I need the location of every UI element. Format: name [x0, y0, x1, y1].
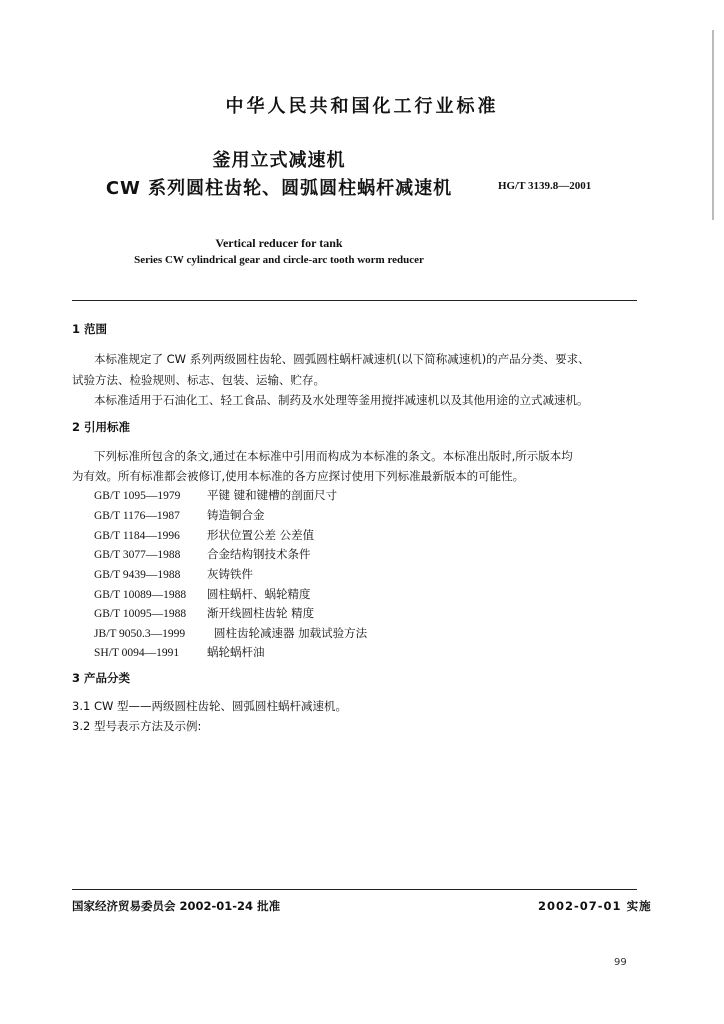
reference-code: GB/T 1095—1979	[94, 490, 181, 502]
header-divider	[72, 300, 637, 301]
section-2-heading: 2 引用标准	[72, 420, 131, 434]
reference-code: SH/T 0094—1991	[94, 647, 180, 659]
reference-code: GB/T 3077—1988	[94, 549, 181, 561]
approval-date: 国家经济贸易委员会 2002-01-24 批准	[72, 899, 281, 913]
title-en-line2: Series CW cylindrical gear and circle-arc tooth worm reducer	[134, 254, 424, 266]
title-cn-line1: 釜用立式减速机	[212, 150, 346, 171]
section-1-heading: 1 范围	[72, 322, 108, 336]
section-3-2: 3.2 型号表示方法及示例:	[72, 719, 202, 733]
section-3-1: 3.1 CW 型——两级圆柱齿轮、圆弧圆柱蜗杆减速机。	[72, 699, 347, 713]
reference-title: 渐开线圆柱齿轮 精度	[207, 606, 315, 620]
reference-item	[94, 487, 337, 503]
reference-title: 蜗轮蜗杆油	[207, 645, 265, 659]
section-1-paragraph-1-line-2: 试验方法、检验规则、标志、包装、运输、贮存。	[72, 373, 325, 387]
reference-code: GB/T 1184—1996	[94, 530, 180, 542]
reference-title: 铸造铜合金	[207, 508, 265, 522]
reference-title: 形状位置公差 公差值	[207, 528, 315, 542]
reference-item	[94, 566, 253, 582]
reference-code: GB/T 10095—1988	[94, 608, 187, 620]
section-1-paragraph-1-line-1: 本标准规定了 CW 系列两级圆柱齿轮、圆弧圆柱蜗杆减速机(以下简称减速机)的产品分类、要求、	[94, 352, 590, 366]
standard-organization: 中华人民共和国化工行业标准	[225, 96, 499, 117]
page-number: 99	[614, 957, 627, 968]
title-en-line1: Vertical reducer for tank	[215, 236, 343, 250]
title-cn-line2: CW 系列圆柱齿轮、圆弧圆柱蜗杆减速机	[105, 178, 453, 199]
section-1-paragraph-2: 本标准适用于石油化工、轻工食品、制药及水处理等釜用搅拌减速机以及其他用途的立式减速机。	[94, 393, 589, 407]
reference-item	[94, 605, 314, 621]
reference-title: 平键 键和键槽的剖面尺寸	[207, 488, 338, 502]
reference-code: GB/T 1176—1987	[94, 510, 180, 522]
implementation-date: 2002-07-01 实施	[538, 899, 652, 913]
reference-title: 灰铸铁件	[207, 567, 253, 581]
section-3-heading: 3 产品分类	[72, 671, 131, 685]
reference-item	[94, 507, 265, 523]
reference-title: 合金结构钢技术条件	[207, 547, 311, 561]
reference-code: GB/T 10089—1988	[94, 589, 187, 601]
section-2-paragraph-line-2: 为有效。所有标准都会被修订,使用本标准的各方应探讨使用下列标准最新版本的可能性。	[72, 469, 525, 483]
reference-title: 圆柱齿轮减速器 加载试验方法	[214, 626, 368, 640]
standard-code: HG/T 3139.8—2001	[498, 180, 592, 192]
reference-code: GB/T 9439—1988	[94, 569, 181, 581]
reference-item	[94, 586, 311, 602]
footer-divider	[72, 889, 637, 890]
section-2-paragraph-line-1: 下列标准所包含的条文,通过在本标准中引用而构成为本标准的条文。本标准出版时,所示版本均	[94, 449, 573, 463]
reference-item	[94, 644, 265, 660]
reference-item	[94, 625, 367, 641]
reference-title: 圆柱蜗杆、蜗轮精度	[207, 587, 311, 601]
reference-item	[94, 546, 311, 562]
reference-item	[94, 527, 314, 543]
reference-code: JB/T 9050.3—1999	[94, 628, 186, 640]
scan-edge-mark	[712, 30, 714, 220]
